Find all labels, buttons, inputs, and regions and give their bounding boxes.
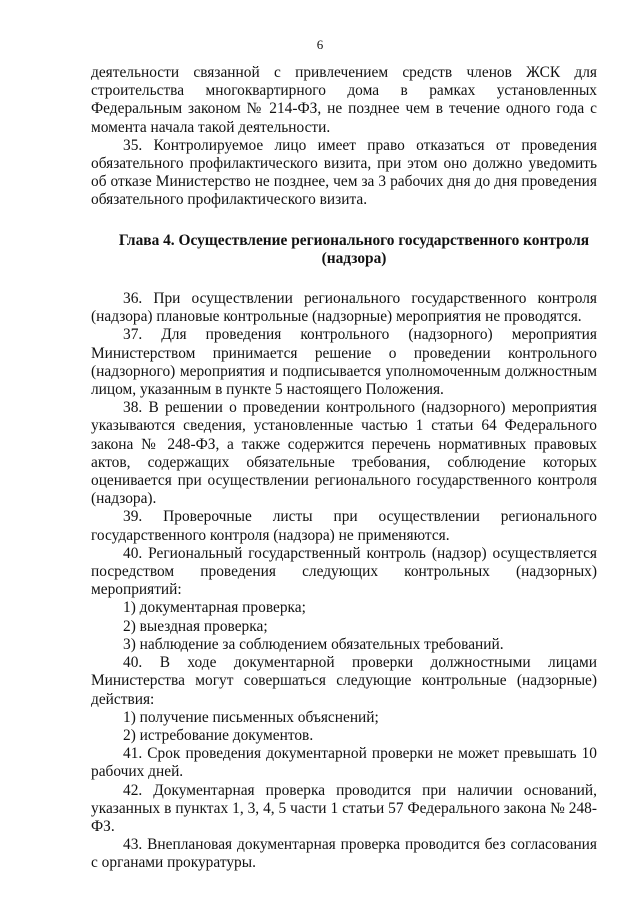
page-number: 6 — [316, 37, 324, 52]
list-item: 2) истребование документов. — [123, 726, 314, 744]
paragraph-40-actions: 40. В ходе документарной проверки должностными лицами Министерства могут совершаться следующие контрольные (надзорные) действия: — [91, 654, 597, 708]
paragraph-43: 43. Внеплановая документарная проверка проводится без согласования с органами прокуратуры. — [91, 836, 597, 872]
paragraph-38: 38. В решении о проведении контрольного (надзорного) мероприятия указываются сведения, установленные частью 1 статьи 64 Федерального закона № 248-ФЗ, а также содержится перечень нормативных правовых актов, содержащих обязательные требования, соблюдение которых оценивается при осуществлении регионального государственного контроля (надзора). — [91, 399, 597, 508]
paragraph-42: 42. Документарная проверка проводится при наличии оснований, указанных в пунктах 1, 3, 4, 5 части 1 статьи 57 Федерального закона № 248-ФЗ. — [91, 781, 597, 835]
paragraph-continuation-line: деятельности связанной с привлечением средств членов ЖСК для строительства многоквартирного дома в рамках установленных — [91, 64, 597, 100]
chapter-4-heading: Глава 4. Осуществление регионального государственного контроля (надзора) — [118, 231, 590, 267]
paragraph-37: 37. Для проведения контрольного (надзорного) мероприятия Министерством принимается решение о проведении контрольного (надзорного) мероприятия и подписывается уполномоченным должностным лицом, указанным в пункте 5 настоящего Положения. — [91, 326, 597, 399]
paragraph-41: 41. Срок проведения документарной проверки не может превышать 10 рабочих дней. — [91, 745, 597, 781]
list-item: 2) выездная проверка; — [123, 617, 268, 635]
list-item: 1) документарная проверка; — [123, 599, 306, 617]
paragraph-continuation: Федеральным законом № 214-ФЗ, не позднее чем в течение одного года с момента начала такой деятельности. — [91, 100, 597, 136]
list-item: 3) наблюдение за соблюдением обязательных требований. — [123, 635, 504, 653]
paragraph-40: 40. Региональный государственный контроль (надзор) осуществляется посредством проведения следующих контрольных (надзорных) мероприятий: — [91, 544, 597, 599]
paragraph-35: 35. Контролируемое лицо имеет право отказаться от проведения обязательного профилактического визита, при этом оно должно уведомить об отказе Министерство не позднее, чем за 3 рабочих дня до дня проведения обязательного профилактического визита. — [91, 136, 597, 209]
list-item: 1) получение письменных объяснений; — [123, 708, 379, 726]
paragraph-39: 39. Проверочные листы при осуществлении регионального государственного контроля (надзора) не применяются. — [91, 508, 597, 544]
document-body — [91, 64, 597, 873]
paragraph-36: 36. При осуществлении регионального государственного контроля (надзора) плановые контрольные (надзорные) мероприятия не проводятся. — [91, 290, 597, 326]
